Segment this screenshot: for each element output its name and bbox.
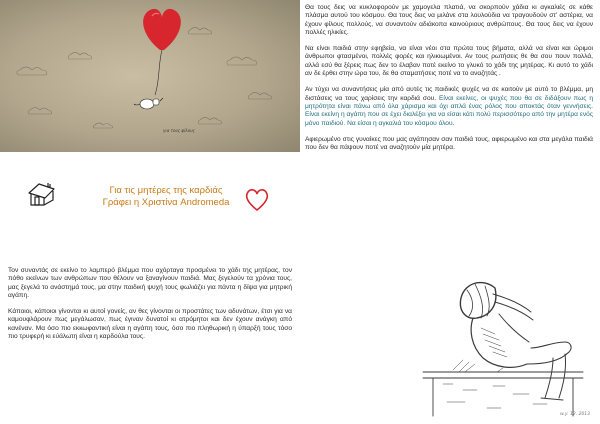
woman-sitting-sketch [403, 268, 599, 422]
highlighted-text: Είναι εκείνες, οι ψυχές που θα σε διδάξουν πως η μητρότητα είναι πάνω από όλα χάρισμα και όχι απλά ένας ρόλος που αποκτάς όταν γεννήσεις. Είναι εκείνη η αγάπη που σε έχει διαλέξει για να είσαι κάτι πολύ περισσότερο από την μητέρα ενός μόνο παιδιού. Να είσαι η αγκαλιά του κόσμου όλου. [305, 94, 593, 127]
house-icon [27, 181, 57, 207]
sketch-signature: w.y. 12. 2013 [560, 412, 591, 417]
right-column-text [305, 4, 593, 160]
hero-caption: για τους φίλους [163, 128, 195, 133]
balloon-illustration [0, 0, 300, 152]
paragraph: Να είναι παιδιά στην εφηβεία, να είναι νέοι στα πρώτα τους βήματα, αλλά να είναι και ώριμοι άνθρωποι φτασμένοι, πολλές φορές και ηλικιωμένοι. Αν τους ρωτήσεις θε θα σου πουν πολλά, αλλά εσύ θα ξέρεις πως δεν το έλαβαν ποτέ εκείνο το γλυκό το χάδι της μητέρας. Κι αυτό το χάδι αν δε έρθει στην ώρα του, δε θα σταματήσεις ποτέ να το αναζητάς . [305, 45, 593, 78]
paragraph-text: Αν τύχει να συναντήσεις μία από αυτές τις παιδικές ψυχές να σε κοιτούν με αυτό το βλέμμα, μη διστάσεις να τους χαρίσεις την καρδιά σου. [305, 86, 593, 102]
left-column-text [8, 267, 292, 349]
article-author-line: Γράφει η Χριστίνα Andromeda [102, 197, 230, 208]
paragraph: Τον συναντάς σε εκείνο το λαμπερό βλέμμα που αχόρταγα προσμένει το χάδι της μητέρας, τον πόθο εκείνων των ανθρώπων που θέλουν να ξαναγίνουν παιδιά. Μας ξεγελούν τα χρόνια τους, μας ξεγελά το ανάστημά τους, μα στην παιδική ψυχή τους φωλιάζει για πάντα η δίψα για μητρική αγάπη. [8, 267, 292, 299]
paragraph [305, 86, 593, 127]
heart-outline-icon [244, 188, 270, 212]
balloon-scene-graphic [0, 0, 300, 152]
article-title [58, 185, 274, 209]
article-title-line: Για τις μητέρες της καρδιάς [109, 185, 223, 196]
dedication-paragraph: Αφιερωμένο στις γυναίκες που μας αγάπησαν σαν παιδιά τους, αφιερωμένο και στα μεγάλα παιδιά που δεν θα πάψουν ποτέ να αναζητούν μία μητέρα. [305, 135, 593, 152]
paragraph: Κάποιοι, κάποιοι γίνονται κι αυτοί γονείς, αν θες γίνονται οι προστάτες των αδυνάτων, έτσι για να καμουφλάρουν πως μεγάλωσαν, πως έγιναν δυνατοί κι ατρόμητοι και δεν έχουν ανάγκη από κανέναν. Μα όσο πιο εκκωφαντική είναι η αγάπη τους, όσο πιο πληθωρική η ύπαρξή τους τόσο πιο τρυφερή κι εύάλωτη είναι η καρδούλα τους. [8, 308, 292, 341]
paragraph: Θα τους δεις να κυκλοφορούν με χαμογελα πλατιά, να σκορπούν χάδια κι αγκαλιές σε κάθε πλάσμα αυτού του κόσμου. Θα τους δεις να μιλάνε στα λουλούδια να τραγουδούν στ' αστέρια, να έχουν φίλους πολλούς, να συναντούν αδιάκοπα καινούριους ανθρώπους. Θα τους δεις να έχουν πολλές ηλικίες. [305, 4, 593, 36]
